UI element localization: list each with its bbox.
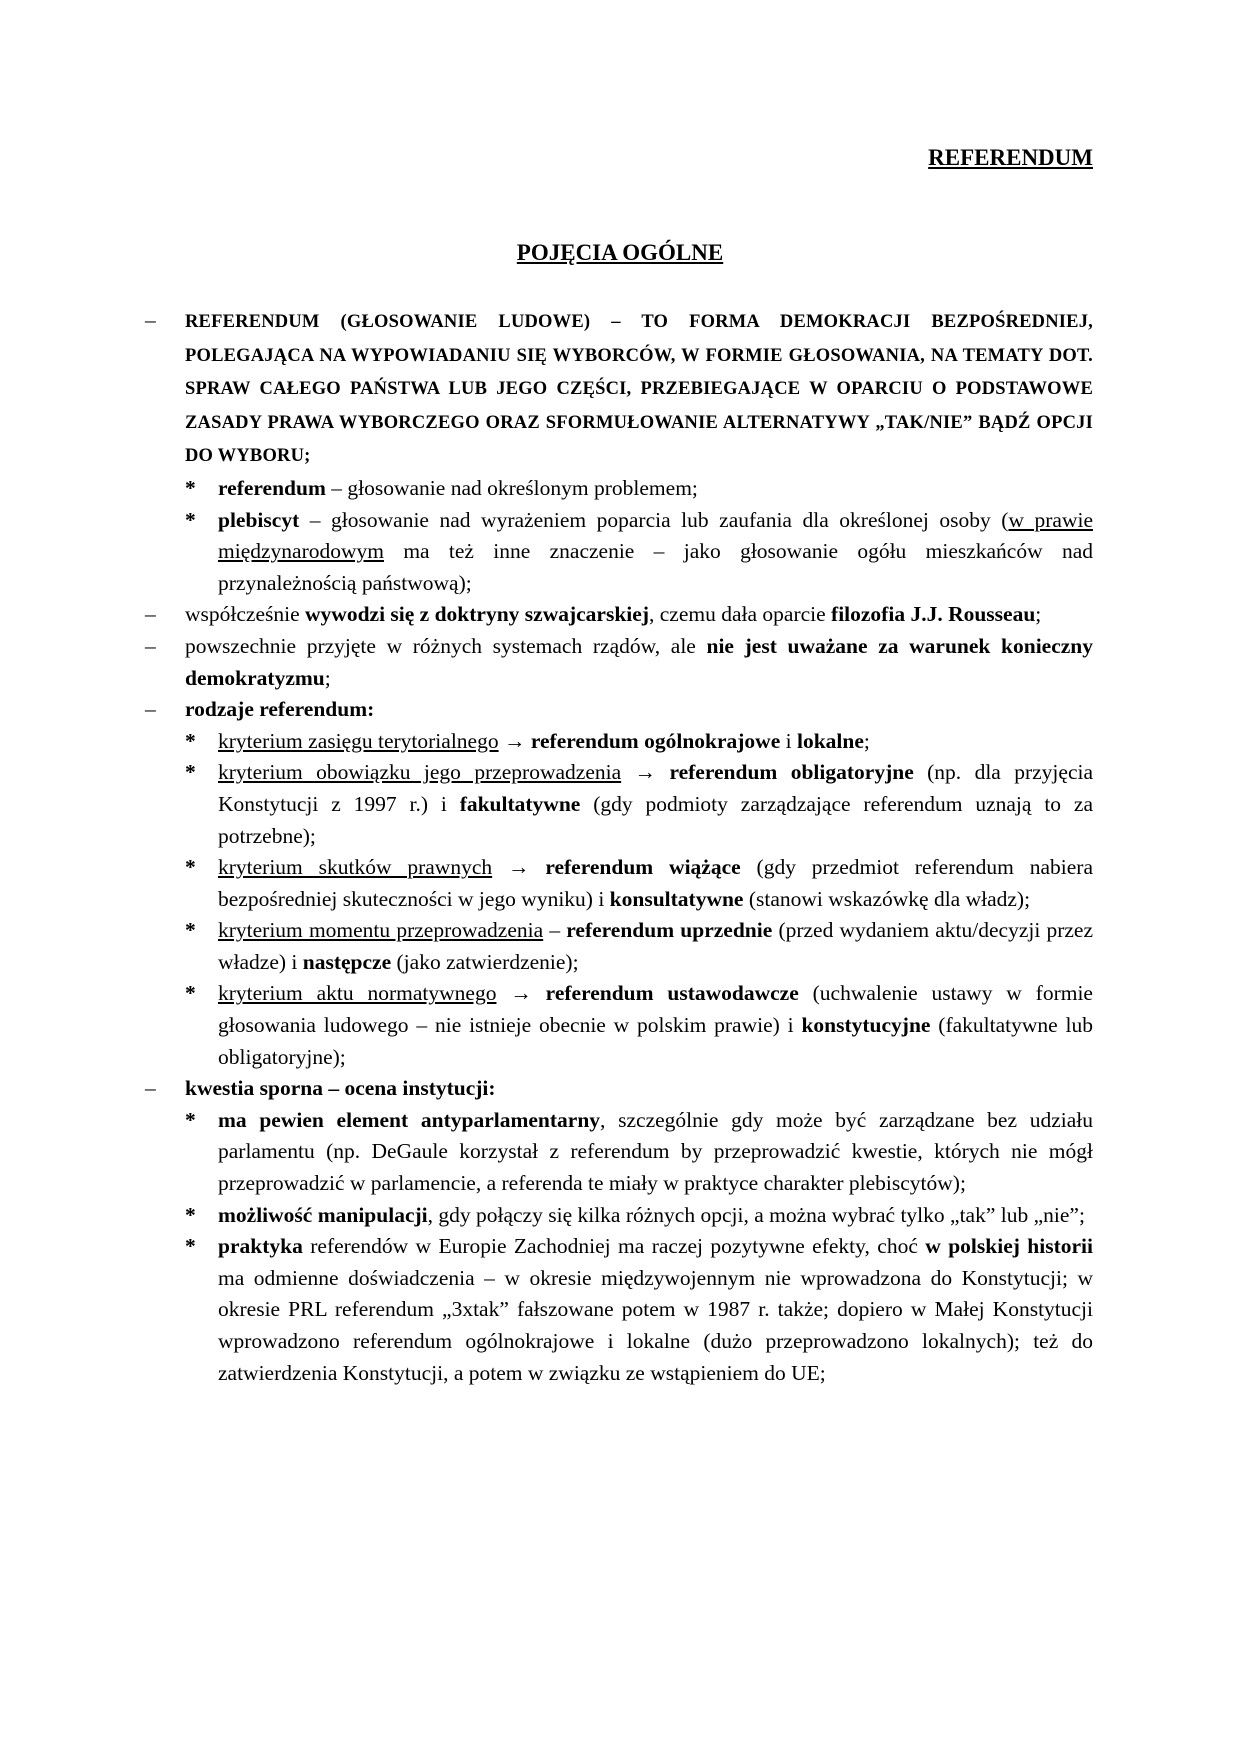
bold-text: nie jest uważane za warunek konieczny demokratyzmu: [185, 633, 1093, 690]
star-marker: *: [185, 918, 196, 943]
term-description-cont: ma też inne znaczenie – jako głosowanie ogółu mieszkańców nad przynależnością państwową);: [218, 539, 1093, 595]
arrow-icon: →: [496, 981, 546, 1006]
list-item-types: [145, 694, 1093, 726]
sub-item-criterion-territorial: [145, 726, 1093, 758]
sub-item-criterion-timing: [145, 915, 1093, 978]
underlined-phrase: w prawie międzynarodowym: [218, 507, 1093, 564]
star-marker: *: [185, 981, 196, 1006]
sub-item-practice: [145, 1231, 1093, 1389]
arrow-icon: →: [492, 855, 546, 880]
list-item-adoption: [145, 631, 1093, 694]
text: (np. dla przyjęcia Konstytucji z 1997 r.) i: [218, 760, 1094, 816]
bold-text: praktyka: [218, 1234, 303, 1259]
star-marker: *: [185, 1107, 196, 1132]
text: , szczególnie gdy może być zarządzane bez udziału parlamentu (np. DeGaule korzystał z referendum by przeprowadzić kwestie, których nie mógł przeprowadzić w parlamencie, a referenda te miały w praktyce charakter plebiscytów);: [218, 1107, 1093, 1196]
dash-marker: –: [145, 602, 156, 627]
dash-marker: –: [145, 697, 156, 722]
text: powszechnie przyjęte w różnych systemach rządów, ale: [185, 633, 707, 658]
document-title: REFERENDUM: [928, 145, 1093, 170]
bold-text: filozofia J.J. Rousseau: [831, 602, 1036, 627]
bold-text: referendum obligatoryjne: [669, 760, 914, 785]
list-item-origin: [145, 599, 1093, 631]
bold-text: referendum wiążące: [545, 855, 741, 880]
text: i: [780, 728, 797, 753]
text: referendów w Europie Zachodniej ma raczej pozytywne efekty, choć: [302, 1234, 926, 1259]
text: , czemu dała oparcie: [648, 602, 832, 627]
bold-text: możliwość manipulacji: [218, 1202, 428, 1227]
term-description: – głosowanie nad wyrażeniem poparcia lub zaufania dla określonej osoby (: [299, 507, 1009, 532]
term-description: – głosowanie nad określonym problemem;: [325, 475, 698, 500]
dash-marker: –: [145, 308, 156, 332]
sub-item-criterion-obligation: [145, 757, 1093, 852]
text: (jako zatwierdzenie);: [391, 949, 579, 974]
star-marker: *: [185, 728, 196, 753]
text: (uchwalenie ustawy w formie głosowania ludowego – nie istnieje obecnie w polskim prawie) i: [218, 981, 1093, 1038]
text: , gdy połączy się kilka różnych opcji, a można wybrać tylko „tak” lub „nie”;: [427, 1202, 1085, 1227]
criterion-label: kryterium skutków prawnych: [218, 855, 493, 880]
star-marker: *: [185, 507, 196, 532]
text: (przed wydaniem aktu/decyzji przez władze) i: [218, 918, 1094, 974]
dash-marker: –: [145, 1076, 156, 1101]
document-body: [145, 305, 1093, 1389]
bold-text: konsultatywne: [609, 886, 744, 911]
term: plebiscyt: [218, 507, 300, 532]
text: współcześnie: [185, 602, 306, 627]
text: ;: [324, 665, 331, 690]
list-item-dispute: [145, 1073, 1093, 1105]
types-heading: rodzaje referendum:: [185, 697, 375, 722]
term: referendum: [218, 475, 326, 500]
bold-text: referendum ustawodawcze: [545, 981, 799, 1006]
arrow-icon: →: [621, 760, 670, 785]
star-marker: *: [185, 855, 196, 880]
bold-text: w polskiej historii: [925, 1234, 1094, 1259]
sub-item-referendum: [145, 473, 1093, 505]
bold-text: ma pewien element antyparlamentarny: [218, 1107, 601, 1132]
bold-text: lokalne: [797, 728, 864, 753]
star-marker: *: [185, 760, 196, 785]
bold-text: referendum ogólnokrajowe: [530, 728, 781, 753]
criterion-label: kryterium momentu przeprowadzenia: [218, 918, 544, 943]
text: ;: [1035, 602, 1042, 627]
sub-item-criterion-legal-effects: [145, 852, 1093, 915]
dash-separator: –: [543, 918, 567, 943]
sub-item-plebiscyt: [145, 505, 1093, 600]
criterion-label: kryterium aktu normatywnego: [218, 981, 497, 1006]
bold-text: wywodzi się z doktryny szwajcarskiej: [305, 602, 649, 627]
star-marker: *: [185, 1234, 196, 1259]
definition-text: REFERENDUM (GŁOSOWANIE LUDOWE) – TO FORMA DEMOKRACJI BEZPOŚREDNIEJ, POLEGAJĄCA NA WYPOWIADANIU SIĘ WYBORCÓW, W FORMIE GŁOSOWANIA, NA TEMATY DOT. SPRAW CAŁEGO PAŃSTWA LUB JEGO CZĘŚCI, PRZEBIEGAJĄCE W OPARCIU O PODSTAWOWE ZASADY PRAWA WYBORCZEGO ORAZ SFORMUŁOWANIE ALTERNATYWY „TAK/NIE” BĄDŹ OPCJI DO WYBORU;: [185, 312, 1093, 467]
section-heading-text: POJĘCIA OGÓLNE: [516, 240, 724, 265]
star-marker: *: [185, 1202, 196, 1227]
text: (stanowi wskazówkę dla władz);: [743, 886, 1031, 911]
bold-text: fakultatywne: [459, 791, 581, 816]
sub-item-antiparliamentary: [145, 1105, 1093, 1200]
sub-item-manipulation: [145, 1200, 1093, 1232]
arrow-icon: →: [498, 728, 531, 753]
text: (fakultatywne lub obligatoryjne);: [218, 1013, 1094, 1069]
section-heading: [0, 240, 1240, 266]
dash-marker: –: [145, 633, 156, 658]
sub-item-criterion-normative-act: [145, 978, 1093, 1073]
list-item-definition: [145, 305, 1093, 473]
dispute-heading: kwestia sporna – ocena instytucji:: [185, 1076, 496, 1101]
bold-text: następcze: [302, 949, 392, 974]
text: ma odmienne doświadczenia – w okresie międzywojennym nie wprowadzona do Konstytucji; w okresie PRL referendum „3xtak” fałszowane potem w 1987 r. także; dopiero w Małej Konstytucji wprowadzono referendum ogólnokrajowe i lokalne (dużo przeprowadzono lokalnych); też do zatwierdzenia Konstytucji, a potem w związku ze wstąpieniem do UE;: [218, 1265, 1093, 1385]
bold-text: konstytucyjne: [801, 1013, 931, 1038]
star-marker: *: [185, 475, 196, 500]
criterion-label: kryterium obowiązku jego przeprowadzenia: [218, 760, 622, 785]
bold-text: referendum uprzednie: [566, 918, 773, 943]
text: (gdy podmioty zarządzające referendum uznają to za potrzebne);: [218, 791, 1093, 848]
text: (gdy przedmiot referendum nabiera bezpośredniej skuteczności w jego wyniku) i: [218, 855, 1094, 911]
criterion-label: kryterium zasięgu terytorialnego: [218, 728, 499, 753]
text: ;: [863, 728, 870, 753]
